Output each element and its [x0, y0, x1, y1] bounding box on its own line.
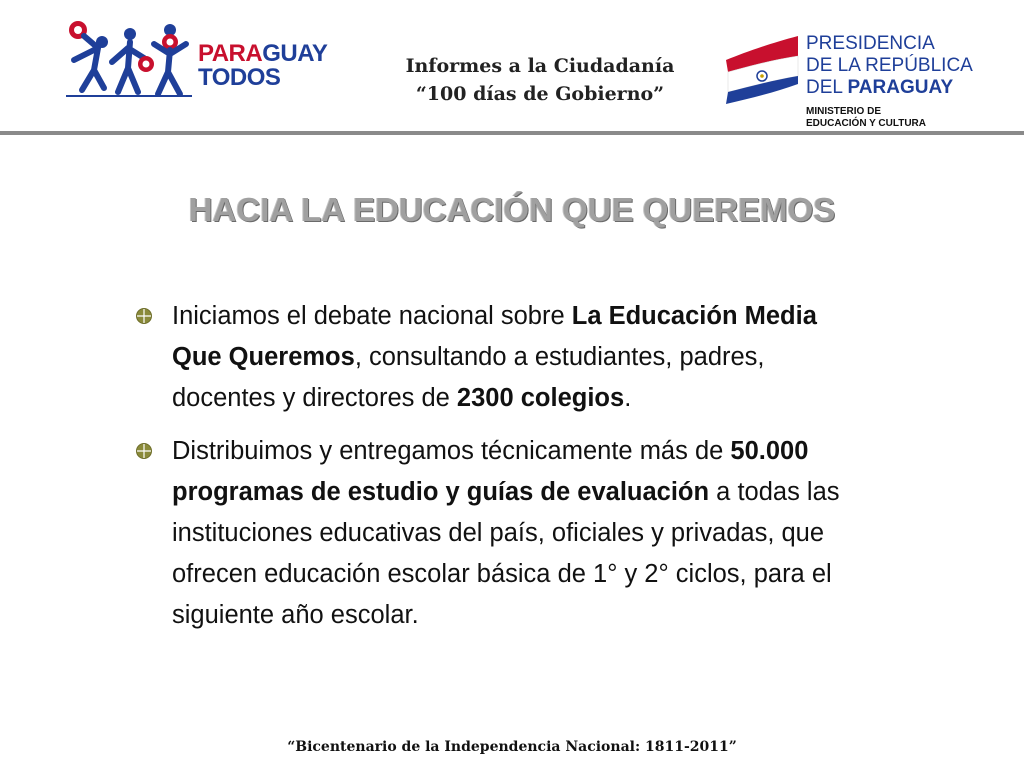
bullet-disc-icon: [136, 443, 152, 459]
presidencia-line3-prefix: DEL: [806, 77, 848, 98]
bullet2-bold1: 50.000 programas de estudio y guías de evaluación: [172, 437, 809, 506]
slide-header: [0, 0, 1024, 140]
presidencia-line1: PRESIDENCIA: [806, 33, 935, 54]
bullet-disc-icon: [136, 308, 152, 324]
presidencia-line3-bold: PARAGUAY: [847, 77, 954, 98]
paraguay-todos-logo: [64, 18, 354, 102]
bullet1-bold2: 2300 colegios: [456, 384, 625, 412]
bullet2-text2: a todas las instituciones educativas del país, oficiales y privadas, que ofrecen educación escolar básica de 1° y 2° ciclos, para el siguiente año escolar.: [172, 478, 840, 629]
bullet-item-2: [136, 431, 856, 636]
brand-para: PARA: [198, 40, 263, 67]
bullet1-text1: Iniciamos el debate nacional sobre: [172, 302, 572, 330]
ministerio-line2: EDUCACIÓN Y CULTURA: [806, 118, 927, 129]
slide-footer: “Bicentenario de la Independencia Nacional: 1811-2011”: [287, 739, 737, 755]
people-figures-icon: [64, 18, 204, 102]
brand-guay: GUAY: [262, 40, 328, 67]
presidencia-line3: [806, 78, 953, 98]
paraguay-todos-wordmark: [198, 42, 327, 90]
header-divider: [0, 131, 1024, 135]
paraguay-flag-icon: [722, 32, 802, 108]
bullet1-text2: , consultando a estudiantes, padres, docentes y directores de: [172, 343, 765, 412]
bullet1-text3: .: [624, 384, 632, 412]
header-caption-line2: “100 días de Gobierno”: [415, 83, 665, 105]
brand-todos: TODOS: [198, 64, 281, 91]
presidencia-line2: DE LA REPÚBLICA: [806, 55, 973, 76]
slide-title: HACIA LA EDUCACIÓN QUE QUEREMOS: [188, 191, 836, 228]
ministerio-label: [806, 106, 926, 130]
header-caption: [380, 52, 700, 108]
bullet2-text1: Distribuimos y entregamos técnicamente más de: [172, 437, 731, 465]
header-caption-line1: Informes a la Ciudadanía: [405, 55, 675, 77]
bullet-list: [136, 296, 856, 648]
presidencia-logo: [722, 28, 1022, 138]
bullet1-bold1: La Educación Media Que Queremos: [172, 302, 817, 371]
ministerio-line1: MINISTERIO DE: [806, 106, 882, 117]
bullet-item-1: [136, 296, 856, 419]
